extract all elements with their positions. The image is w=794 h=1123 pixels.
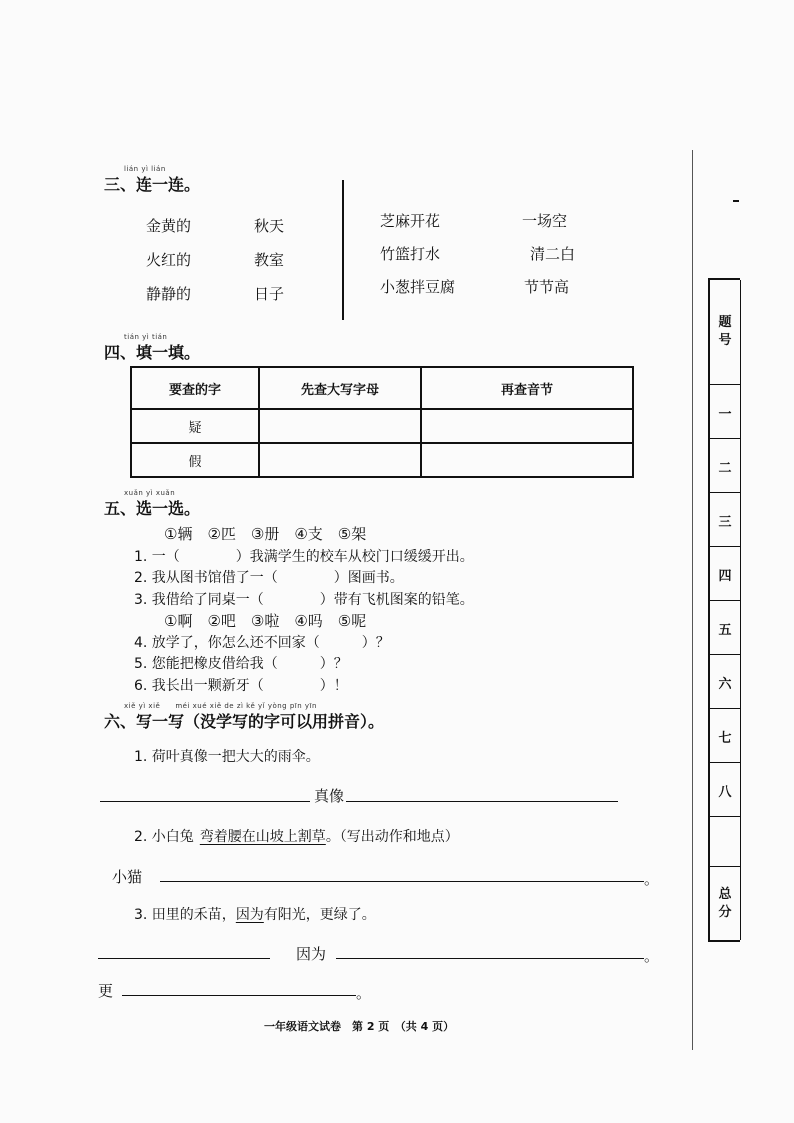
sec5-q5: 5. 您能把橡皮借给我（ ）？ xyxy=(134,656,348,672)
margin-dash xyxy=(733,200,739,202)
sec5-heading: 五、选一选。 xyxy=(104,499,201,518)
sec3-divider xyxy=(342,180,344,320)
margin-line xyxy=(692,150,693,1050)
sec5-q3: 3. 我借给了同桌一（ ）带有飞机图案的铅笔。 xyxy=(134,592,474,608)
sec5-options-2: ①啊 ②吧 ③啦 ④吗 ⑤呢 xyxy=(164,612,367,630)
score-cell-1: 一 xyxy=(710,384,740,439)
sec3-r1-2: 小葱拌豆腐 xyxy=(380,278,456,296)
row-char-2: 假 xyxy=(131,443,259,477)
score-inner-border xyxy=(740,280,751,940)
sec3-l1-1: 火红的 xyxy=(146,251,192,269)
answer-line[interactable] xyxy=(336,958,644,959)
answer-line[interactable] xyxy=(346,801,618,802)
sec5-q1: 1. 一（ ）我满学生的校车从校门口缓缓开出。 xyxy=(134,549,474,565)
lookup-table xyxy=(130,366,634,478)
sec3-heading: 三、连一连。 xyxy=(104,175,201,194)
sec5-options-1: ①辆 ②匹 ③册 ④支 ⑤架 xyxy=(164,525,367,543)
answer-cell[interactable] xyxy=(259,409,421,443)
sec3-r1-0: 芝麻开花 xyxy=(380,212,441,230)
sec4-pinyin: tián yì tián xyxy=(124,333,168,341)
score-cell-2: 二 xyxy=(710,438,740,493)
sec6-q2-post: 。（写出动作和地点） xyxy=(325,829,459,845)
row-char-1: 疑 xyxy=(131,409,259,443)
score-cell-7: 七 xyxy=(710,708,740,763)
score-cell-4: 四 xyxy=(710,546,740,601)
score-table xyxy=(708,278,740,942)
sec5-pinyin: xuǎn yì xuǎn xyxy=(124,489,176,497)
score-total-char-1: 总 xyxy=(718,886,732,902)
sec6-q2-fill: 小猫 xyxy=(112,868,143,886)
sec6-q3-fill2: 更 xyxy=(98,982,114,1000)
score-cell-8: 八 xyxy=(710,762,740,817)
sec3-l2-2: 日子 xyxy=(254,285,285,303)
sec3-l1-2: 静静的 xyxy=(146,285,192,303)
sec6-q2-pre: 2. 小白兔 xyxy=(134,829,194,845)
end-mark: 。 xyxy=(644,947,660,965)
answer-cell[interactable] xyxy=(421,409,633,443)
sec6-q3-fill1: 因为 xyxy=(296,945,327,963)
score-cell-blank xyxy=(710,816,740,867)
answer-cell[interactable] xyxy=(259,443,421,477)
sec3-r2-2: 节节高 xyxy=(524,278,570,296)
score-header xyxy=(710,280,740,384)
sec3-l1-0: 金黄的 xyxy=(146,217,192,235)
sec6-heading: 六、写一写（没学写的字可以用拼音）。 xyxy=(104,712,385,731)
score-cell-5: 五 xyxy=(710,600,740,655)
sec6-q3 xyxy=(134,904,376,924)
end-mark: 。 xyxy=(644,870,660,888)
answer-line[interactable] xyxy=(160,881,644,882)
answer-line[interactable] xyxy=(98,958,270,959)
answer-line[interactable] xyxy=(122,995,356,996)
sec3-r2-1: 清二白 xyxy=(530,245,576,263)
sec3-r1-1: 竹篮打水 xyxy=(380,245,441,263)
sec5-q2: 2. 我从图书馆借了一（ ）图画书。 xyxy=(134,570,404,586)
sec5-q4: 4. 放学了，你怎么还不回家（ ）？ xyxy=(134,635,390,651)
sec6-q2-underlined: 弯着腰在山坡上割草 xyxy=(199,829,326,845)
end-mark: 。 xyxy=(356,984,372,1002)
col-header-syllable: 再查音节 xyxy=(421,367,633,409)
score-cell-3: 三 xyxy=(710,492,740,547)
sec6-q1: 1. 荷叶真像一把大大的雨伞。 xyxy=(134,749,320,765)
sec3-l2-1: 教室 xyxy=(254,251,285,269)
score-cell-6: 六 xyxy=(710,654,740,709)
sec3-r2-0: 一场空 xyxy=(522,212,568,230)
page-footer: 一年级语文试卷 第 2 页 （共 4 页） xyxy=(264,1020,455,1033)
answer-cell[interactable] xyxy=(421,443,633,477)
answer-line[interactable] xyxy=(100,801,310,802)
sec3-pinyin: lián yì lián xyxy=(124,165,166,173)
sec6-q3-post: 有阳光，更绿了。 xyxy=(263,907,376,923)
sec6-pinyin: xiě yì xiě méi xué xiě de zì kě yǐ yòng pīn yīn xyxy=(124,702,317,710)
sec6-q3-pre: 3. 田里的禾苗， xyxy=(134,907,236,923)
score-header-char-2: 号 xyxy=(718,333,732,348)
score-header-char-1: 题 xyxy=(718,314,732,330)
sec6-q3-underlined: 因为 xyxy=(235,907,264,923)
col-header-char: 要查的字 xyxy=(131,367,259,409)
col-header-letter: 先查大写字母 xyxy=(259,367,421,409)
sec6-q1-fill: 真像 xyxy=(314,787,345,805)
sec6-q2 xyxy=(134,826,459,846)
sec5-q6: 6. 我长出一颗新牙（ ）！ xyxy=(134,678,348,694)
score-total-char-2: 分 xyxy=(718,905,732,920)
score-total xyxy=(710,866,740,941)
sec4-heading: 四、填一填。 xyxy=(104,343,201,362)
sec3-l2-0: 秋天 xyxy=(254,217,285,235)
